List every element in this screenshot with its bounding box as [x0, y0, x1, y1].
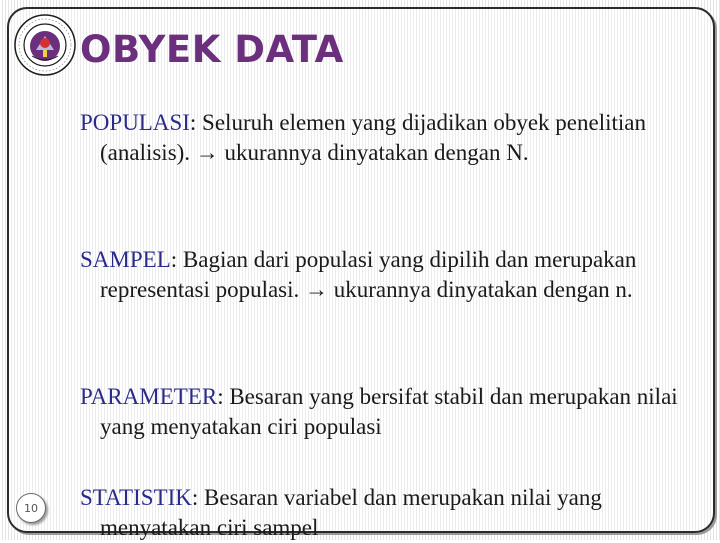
definition-sampel: : Bagian dari populasi yang dipilih dan merupakan representasi populasi. → ukurannya dinyatakan dengan n. — [100, 247, 637, 302]
list-item-sampel — [80, 245, 700, 305]
page-number-badge: 10 — [16, 493, 46, 523]
list-item-statistik — [80, 483, 700, 543]
definition-populasi: : Seluruh elemen yang dijadikan obyek penelitian (analisis). → ukurannya dinyatakan dengan N. — [100, 110, 646, 165]
term-parameter: PARAMETER — [80, 384, 218, 409]
term-populasi: POPULASI — [80, 110, 190, 135]
term-sampel: SAMPEL — [80, 247, 171, 272]
list-item-populasi — [80, 108, 700, 168]
list-item-parameter — [80, 382, 700, 442]
slide-title: OBYEK DATA — [80, 28, 344, 71]
term-statistik: STATISTIK — [80, 485, 192, 510]
definition-parameter: : Besaran yang bersifat stabil dan merupakan nilai yang menyatakan ciri populasi — [100, 384, 678, 439]
university-logo-icon — [14, 14, 76, 76]
definition-statistik: : Besaran variabel dan merupakan nilai yang menyatakan ciri sampel — [100, 485, 602, 540]
